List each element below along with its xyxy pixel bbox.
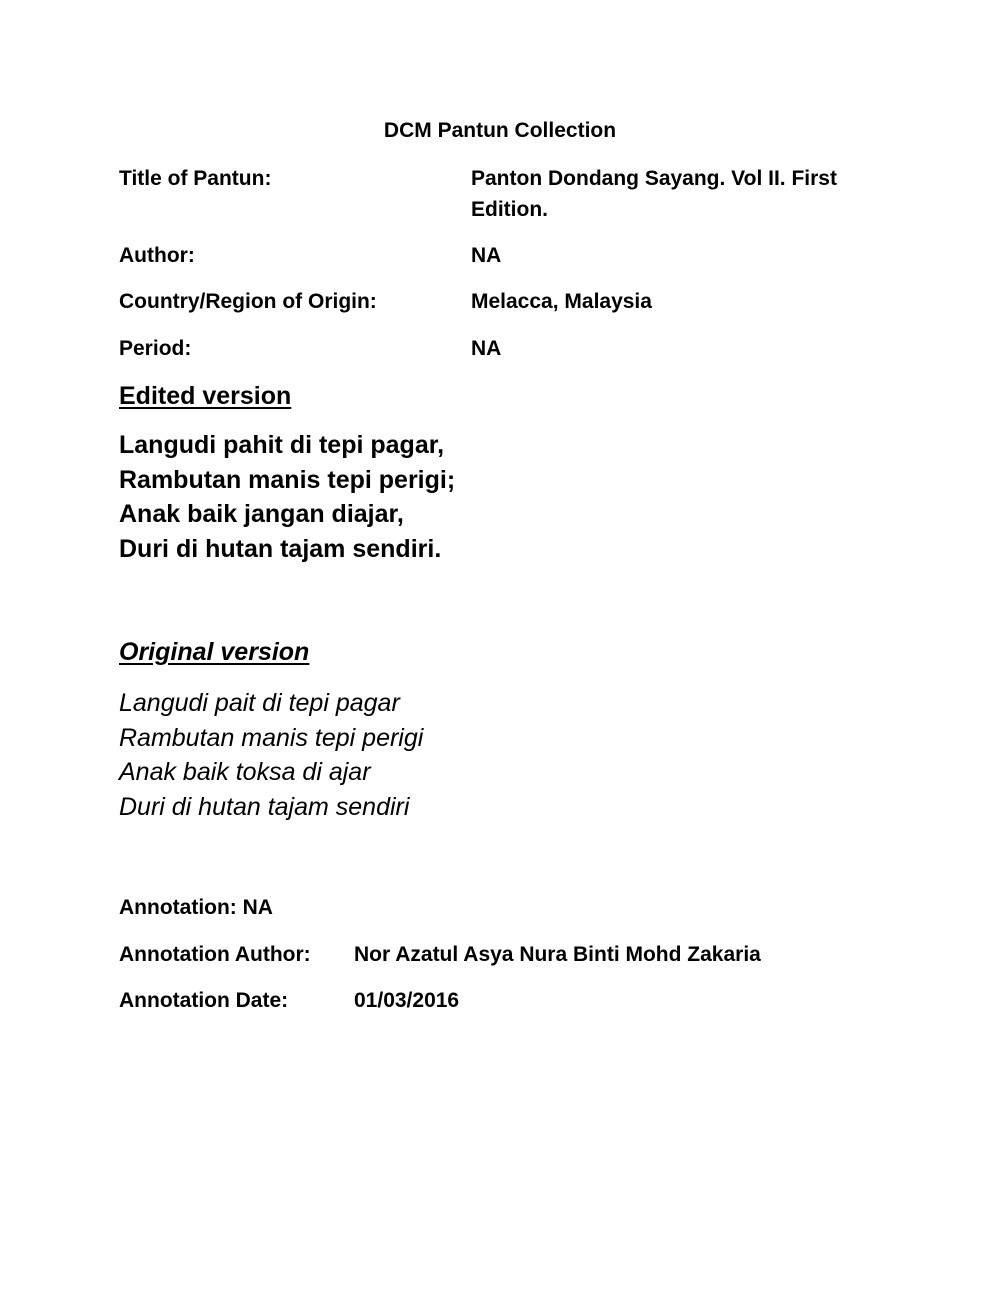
annotation-date-value: 01/03/2016 [354,989,460,1012]
metadata-value: Panton Dondang Sayang. Vol II. First Edition. [471,167,837,221]
metadata-label: Period: [119,337,192,360]
verse-line: Rambutan manis tepi perigi; [119,465,456,494]
edited-verse [119,428,819,566]
edited-version-heading: Edited version [119,382,292,410]
verse-line: Duri di hutan tajam sendiri. [119,534,442,563]
metadata-value: NA [471,337,502,360]
annotation-author-label: Annotation Author: [119,943,311,966]
metadata-label: Author: [119,244,195,267]
annotation-date-label: Annotation Date: [119,989,289,1012]
verse-line: Langudi pait di tepi pagar [119,689,400,717]
verse-line: Rambutan manis tepi perigi [119,723,424,752]
metadata-value: NA [471,244,502,267]
original-version-heading: Original version [119,638,310,666]
document-title: DCM Pantun Collection [383,119,617,142]
metadata-value: Melacca, Malaysia [471,290,652,313]
original-verse [119,686,819,824]
verse-line: Anak baik toksa di ajar [119,758,371,786]
metadata-label: Title of Pantun: [119,167,272,190]
annotation-author-value: Nor Azatul Asya Nura Binti Mohd Zakaria [354,943,761,966]
metadata-label: Country/Region of Origin: [119,290,377,313]
verse-line: Anak baik jangan diajar, [119,500,404,528]
verse-line: Duri di hutan tajam sendiri [119,792,410,821]
verse-line: Langudi pahit di tepi pagar, [119,431,445,459]
annotation-text: Annotation: NA [119,896,273,919]
